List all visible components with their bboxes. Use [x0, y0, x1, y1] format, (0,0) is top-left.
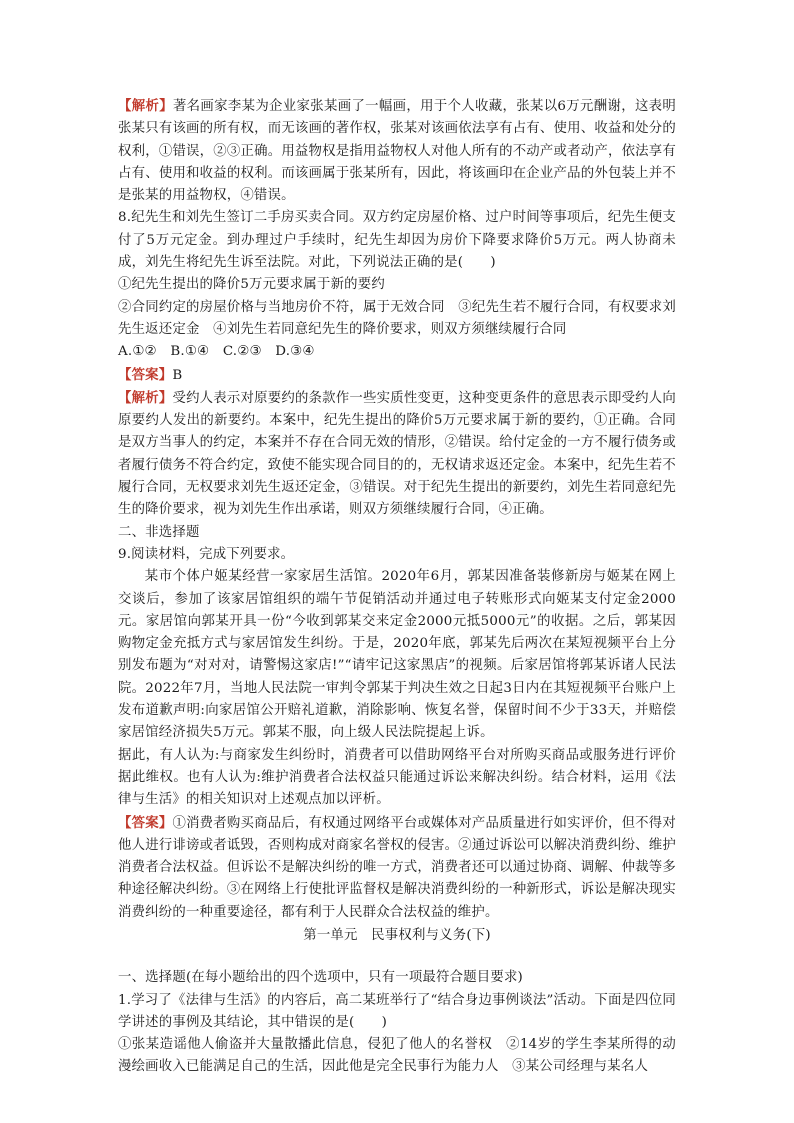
q1-items: ①张某造谣他人偷盗并大量散播此信息，侵犯了他人的名誉权 ②14岁的学生李某所得的动漫绘画收入已能满足自己的生活，因此他是完全民事行为能力人 ③某公司经理与某名人 — [118, 1037, 676, 1075]
q9-requirement: 据此，有人认为:与商家发生纠纷时，消费者可以借助网络平台对所购买商品或服务进行评价据此维权。也有人认为:维护消费者合法权益只能通过诉讼来解决纠纷。结合材料，运用《法律与生活》的相关知识对上述观点加以评析。 — [118, 747, 676, 808]
q9-answer — [118, 812, 676, 924]
section-1-title: 一、选择题(在每小题给出的四个选项中，只有一项最符合题目要求) — [118, 970, 523, 986]
analysis-tag: 【解析】 — [118, 98, 173, 114]
answer-tag: 【答案】 — [118, 814, 173, 831]
section-2-title: 二、非选择题 — [118, 524, 200, 540]
q8-item-1: ①纪先生提出的降价5万元要求属于新的要约 — [118, 277, 385, 293]
analysis-text: 著名画家李某为企业家张某画了一幅画，用于个人收藏，张某以6万元酬谢，这表明张某只有该画的所有权，而无该画的著作权，张某对该画依法享有占有、使用、收益和处分的权利，①错误，②③正确。用益物权是指用益物权人对他人所有的不动产或者动产，依法享有占有、使用和收益的权利。而该画属于张某所有，因此，将该画印在企业产品的外包装上并不是张某的用益物权，④错误。 — [118, 99, 676, 204]
answer-tag: 【答案】 — [118, 366, 173, 383]
q7-analysis — [118, 95, 676, 207]
answer-text: B — [172, 367, 183, 383]
unit-title: 第一单元 民事权利与义务(下) — [303, 927, 491, 943]
q8-answer — [118, 364, 676, 387]
q9-stem: 9.阅读材料，完成下列要求。 — [118, 546, 295, 562]
q1-stem: 1.学习了《法律与生活》的内容后，高二某班举行了“结合身边事例谈法”活动。下面是四位同学讲述的事例及其结论，其中错误的是( ) — [118, 992, 676, 1030]
analysis-text: 受约人表示对原要约的条款作一些实质性变更，这种变更条件的意思表示即受约人向原要约人发出的新要约。本案中，纪先生提出的降价5万元要求属于新的要约，①正确。合同是双方当事人的约定，本案并不存在合同无效的情形，②错误。给付定金的一方不履行债务或者履行债务不符合约定，致使不能实现合同目的的，无权请求返还定金。本案中，纪先生若不履行合同，无权要求刘先生返还定金，③错误。对于纪先生提出的新要约，刘先生若同意纪先生的降价要求，视为刘先生作出承诺，则双方须继续履行合同，④正确。 — [118, 390, 676, 518]
answer-text: ①消费者购买商品后，有权通过网络平台或媒体对产品质量进行如实评价，但不得对他人进行诽谤或者诋毁，否则构成对商家名誉权的侵害。②通过诉讼可以解决消费纠纷、维护消费者合法权益。但诉讼不是解决纠纷的唯一方式，消费者还可以通过协商、调解、仲裁等多种途径解决纠纷。③在网络上行使批评监督权是解决消费纠纷的一种新形式，诉讼是解决现实消费纠纷的一种重要途径，都有利于人民群众合法权益的维护。 — [118, 815, 676, 920]
q8-analysis — [118, 387, 676, 522]
q8-stem: 8.纪先生和刘先生签订二手房买卖合同。双方约定房屋价格、过户时间等事项后，纪先生便支付了5万元定金。到办理过户手续时，纪先生却因为房价下降要求降价5万元。两人协商未成，刘先生将纪先生诉至法院。对此，下列说法正确的是( ) — [118, 210, 676, 271]
q8-options: A.①② B.①④ C.②③ D.③④ — [118, 344, 315, 360]
analysis-tag: 【解析】 — [118, 389, 173, 406]
q8-item-2-4: ②合同约定的房屋价格与当地房价不符，属于无效合同 ③纪先生若不履行合同，有权要求刘先生返还定金 ④刘先生若同意纪先生的降价要求，则双方须继续履行合同 — [118, 299, 676, 337]
q9-material: 某市个体户姬某经营一家家居生活馆。2020年6月，郭某因准备装修新房与姬某在网上交谈后，参加了该家居馆组织的端午节促销活动并通过电子转账形式向姬某支付定金2000元。家居馆向郭某开具一份“今收到郭某交来定金2000元抵5000元”的收据。之后，郭某因购物定金充抵方式与家居馆发生纠纷。于是，2020年底，郭某先后两次在某短视频平台上分别发布题为“对对对，请警惕这家店!”“请牢记这家黑店”的视频。后家居馆将郭某诉诸人民法院。2022年7月，当地人民法院一审判令郭某于判决生效之日起3日内在其短视频平台账户上发布道歉声明:向家居馆公开赔礼道歉，消除影响、恢复名誉，保留时间不少于33天，并赔偿家居馆经济损失5万元。郭某不服，向上级人民法院提起上诉。 — [118, 569, 676, 741]
